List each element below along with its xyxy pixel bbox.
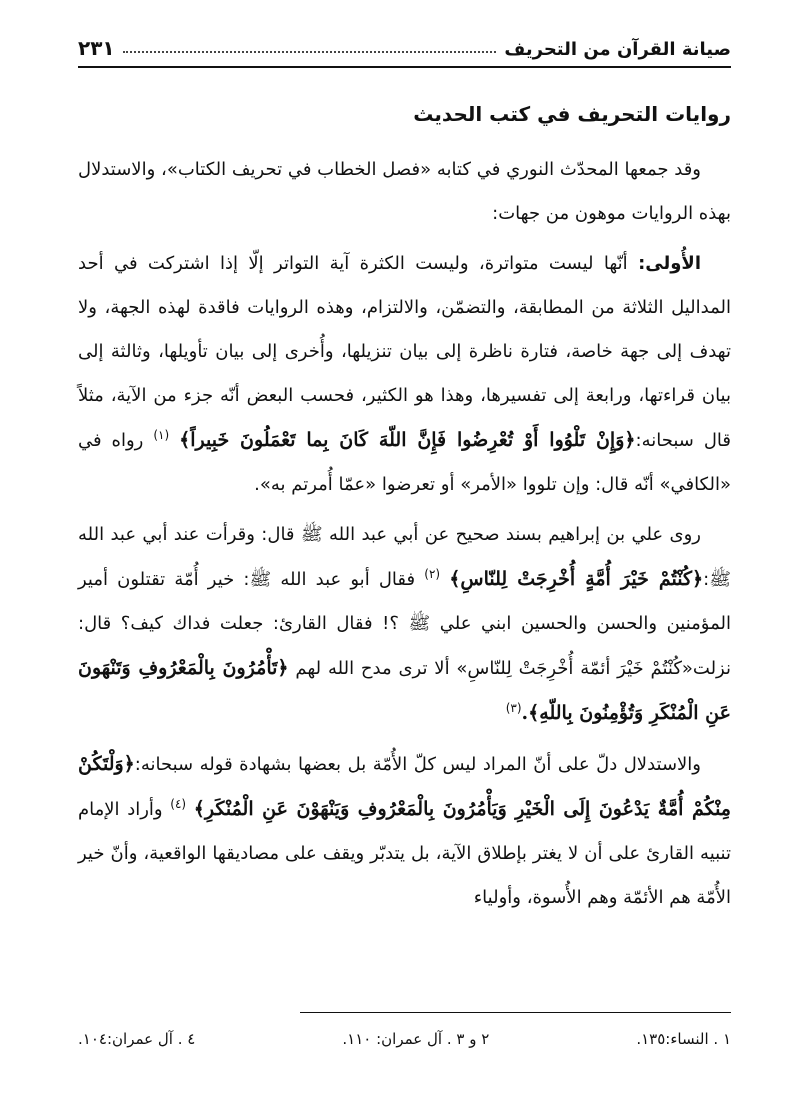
footnote-ref: (٣) — [505, 701, 522, 715]
quran-verse: ﴿كُنْتُمْ خَيْرَ أُمَّةٍ أُخْرِجَتْ لِلنّاسِ﴾ — [449, 568, 704, 590]
page-body — [78, 96, 731, 926]
page-number: ٢٣١ — [78, 36, 115, 60]
paragraph-3-text-mid: فقال أبو عبد الله ﷺ: خير أُمّة تقتلون أمير المؤمنين والحسن والحسين ابني علي ﷺ ؟! فقال القارئ: جعلت فداك كيف؟ قال: نزلت«كُنْتُمْ خَيْرَ أئمّة أُخْرِجَتْ لِلنّاسِ» ألا ترى مدح الله لهم — [78, 569, 731, 679]
page-header — [78, 28, 731, 68]
footnote-2-3: ٢ و ٣ . آل عمران: ١١٠. — [342, 1030, 490, 1048]
footnote-4: ٤ . آل عمران:١٠٤. — [78, 1030, 196, 1048]
footnotes — [78, 1030, 731, 1048]
paragraph-4-text-end: وأراد الإمام تنبيه القارئ على أن لا يغتر بإطلاق الآية، بل يتدبّر ويقف على مصاديقها الواقعية، وأنّ خير الأُمّة هم الأئمّة وهم الأُسوة، وأولياء — [78, 799, 731, 908]
paragraph-4 — [78, 742, 731, 920]
paragraph-2-text-end: رواه في «الكافي» أنّه قال: وإن تلووا «الأمر» أو تعرضوا «عمّا أُمرتم به». — [78, 430, 731, 495]
footnote-divider — [300, 1012, 731, 1013]
footnote-ref: (٢) — [424, 567, 441, 581]
paragraph-2 — [78, 242, 731, 507]
paragraph-2-lead: الأُولى: — [638, 253, 701, 274]
footnote-ref: (١) — [153, 428, 170, 442]
running-title: صيانة القرآن من التحريف — [504, 39, 731, 60]
footnote-1: ١ . النساء:١٣٥. — [636, 1030, 731, 1048]
paragraph-1 — [78, 148, 731, 236]
quran-verse: ﴿وَلْتَكُنْ مِنْكُمْ أُمَّةٌ يَدْعُونَ إِلَى الْخَيْرِ وَيَأْمُرُونَ بِالْمَعْرُوفِ وَيَنْهَوْنَ عَنِ الْمُنْكَرِ﴾ — [78, 753, 731, 820]
quran-verse: ﴿وَإِنْ تَلْوُوا أَوْ تُعْرِضُوا فَإِنَّ اللّهَ كَانَ بِما تَعْمَلُونَ خَبِيراً﴾ — [179, 429, 636, 451]
header-leader-dots — [123, 51, 497, 53]
section-heading: روايات التحريف في كتب الحديث — [413, 102, 731, 126]
footnote-ref: (٤) — [170, 797, 187, 811]
quran-verse: ﴿تَأْمُرُونَ بِالْمَعْرُوفِ وَتَنْهَونَ عَنِ الْمُنْكَرِ وَتُؤْمِنُونَ بِاللّهِ﴾. — [78, 657, 731, 724]
paragraph-2-text: أنّها ليست متواترة، وليست الكثرة آية التواتر إلّا إذا اشتركت في أحد المداليل الثلاثة من المطابقة، والتضمّن، والالتزام، وهذه الروايات فاقدة لهذه الجهة، ولا تهدف إلى جهة خاصة، فتارة ناظرة إلى بيان تنزيلها، وأُخرى إلى بيان تأويلها، وثالثة إلى بيان قراءتها، ورابعة إلى تفسيرها، وهذا هو الكثير، فحسب البعض أنّه جزء من الآية، مثلاً قال سبحانه: — [78, 253, 731, 451]
paragraph-3-text: روى علي بن إبراهيم بسند صحيح عن أبي عبد الله ﷺ قال: وقرأت عند أبي عبد الله ﷺ: — [78, 524, 731, 590]
paragraph-4-text: والاستدلال دلّ على أنّ المراد ليس كلّ الأُمّة بل بعضها بشهادة قوله سبحانه: — [134, 754, 701, 775]
paragraph-3 — [78, 513, 731, 736]
paragraph-1-text: وقد جمعها المحدّث النوري في كتابه «فصل الخطاب في تحريف الكتاب»، والاستدلال بهذه الروايات موهون من جهات: — [78, 159, 731, 224]
